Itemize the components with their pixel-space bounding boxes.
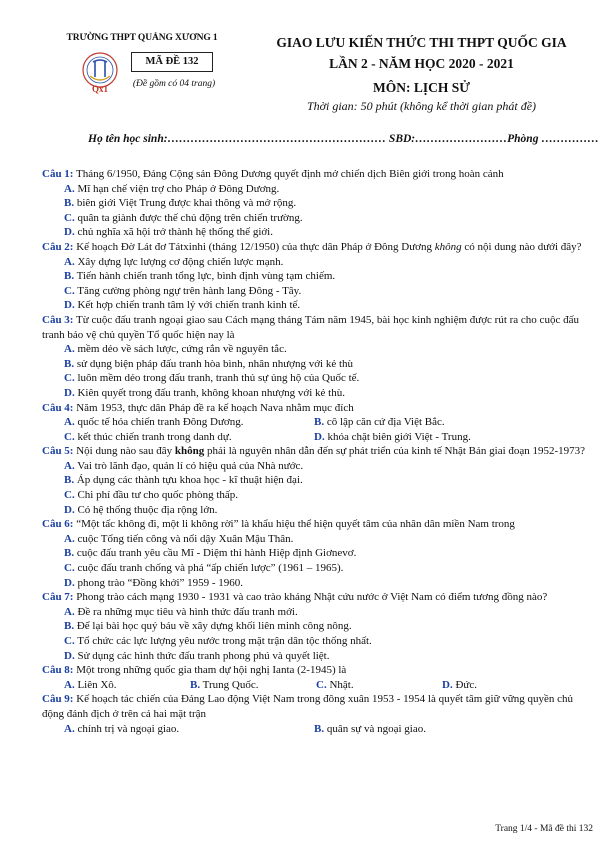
exam-round: LẦN 2 - NĂM HỌC 2020 - 2021 [329, 56, 514, 71]
question-number: Câu 1: [42, 168, 74, 180]
option[interactable]: C. Chi phí đầu tư cho quốc phòng thấp. [64, 489, 239, 502]
option[interactable]: D. Sử dụng các hình thức đấu tranh phong phú và quyết liệt. [64, 649, 330, 662]
option[interactable]: B. Để lại bài học quý báu về xây dựng khối liên minh công nông. [64, 620, 352, 633]
option[interactable]: A. mềm dẻo về sách lược, cứng rắn về nguyên tắc. [64, 343, 287, 356]
option[interactable]: C. kết thúc chiến tranh trong danh dự. [64, 430, 232, 443]
option[interactable]: D. phong trào “Đồng khởi” 1959 - 1960. [64, 576, 244, 589]
question-number: Câu 2: [42, 240, 74, 253]
question-text: Năm 1953, thực dân Pháp đề ra kế hoạch Nava nhằm mục đích [73, 401, 354, 414]
option[interactable]: C. Nhật. [316, 678, 354, 691]
question-text: Một trong những quốc gia tham dự hội nghị Ianta (2-1945) là [73, 664, 347, 677]
option[interactable]: C. luôn mềm dẻo trong đấu tranh, tranh thủ sự ủng hộ của Quốc tế. [64, 372, 360, 385]
question-6 [42, 517, 587, 532]
option[interactable]: C. quân ta giành được thế chủ động trên chiến trường. [64, 211, 303, 224]
option[interactable]: D. Có hệ thống thuộc địa rộng lớn. [64, 503, 218, 516]
school-name: TRƯỜNG THPT QUẢNG XƯƠNG 1 [66, 33, 218, 43]
question-number: Câu 4: [42, 401, 74, 414]
question-1 [42, 167, 587, 182]
option[interactable]: C. cuộc đấu tranh chống và phá “ấp chiến lược” (1961 – 1965). [64, 562, 344, 575]
option[interactable]: A. Liên Xô. [64, 678, 117, 691]
question-number: Câu 9: [42, 693, 74, 706]
option[interactable]: B. cuộc đấu tranh yêu cầu Mĩ - Diệm thi hành Hiệp định Giơnevơ. [64, 547, 357, 560]
question-9 [42, 692, 587, 721]
option[interactable]: B. Áp dụng các thành tựu khoa học - kĩ thuật hiện đại. [64, 474, 303, 487]
question-2: Câu 2: Kế hoạch Đờ Lát đơ Tátxinhi (tháng 12/1950) của thực dân Pháp ở Đông Dương không có nội dung nào dưới đây? [42, 240, 582, 253]
option[interactable]: A. chính trị và ngoại giao. [64, 722, 180, 735]
exam-time: Thời gian: 50 phút (không kể thời gian phát đề) [306, 99, 537, 113]
question-5: Câu 5: Nội dung nào sau đây không phải là nguyên nhân dẫn đến sự phát triển của kinh tế Nhật Bản giai đoạn 1952-1973? [42, 445, 586, 458]
option[interactable]: A. Đề ra những mục tiêu và hình thức đấu tranh mới. [64, 605, 298, 618]
option[interactable]: D. chủ nghĩa xã hội trở thành hệ thống thế giới. [64, 226, 273, 239]
question-text: Tháng 6/1950, Đảng Cộng sản Đông Dương quyết định mở chiến dịch Biên giới trong hoàn cảnh [73, 168, 504, 180]
question-text: Từ cuộc đấu tranh ngoại giao sau Cách mạng tháng Tám năm 1945, bài học kinh nghiệm được rút ra cho cuộc đấu tranh bảo vệ chủ quyền Tổ quốc hiện nay là [42, 313, 579, 341]
question-list [42, 167, 587, 736]
exam-code-box: MÃ ĐỀ 132 [131, 52, 213, 72]
option[interactable]: A. Mĩ hạn chế viện trợ cho Pháp ở Đông Dương. [64, 182, 280, 195]
option[interactable]: C. Tăng cường phòng ngự trên hành lang Đông - Tây. [64, 284, 302, 297]
question-number: Câu 7: [42, 591, 74, 604]
option[interactable]: D. khóa chặt biên giới Việt - Trung. [314, 430, 471, 443]
option[interactable]: B. Tiến hành chiến tranh tổng lực, bình định vùng tạm chiếm. [64, 270, 336, 283]
question-number: Câu 6: [42, 518, 74, 531]
option[interactable]: A. cuộc Tổng tiến công và nổi dậy Xuân Mậu Thân. [64, 532, 294, 545]
question-7 [42, 590, 587, 605]
option[interactable]: B. cô lập căn cứ địa Việt Bắc. [314, 416, 445, 429]
option[interactable]: D. Đức. [442, 678, 477, 691]
question-text: Kế hoạch tác chiến của Đảng Lao động Việt Nam trong đông xuân 1953 - 1954 là quyết tâm giữ vững quyền chủ động đánh địch ở trên cả hai mặt trận [42, 693, 574, 720]
question-number: Câu 3: [42, 313, 74, 326]
option[interactable]: B. quân sự và ngoại giao. [314, 722, 426, 735]
option[interactable]: B. biên giới Việt Trung được khai thông và mở rộng. [64, 197, 297, 210]
page-footer: Trang 1/4 - Mã đề thi 132 [495, 824, 593, 834]
exam-subject: MÔN: LỊCH SỬ [373, 80, 470, 95]
question-text: Phong trào cách mạng 1930 - 1931 và cao trào kháng Nhật cứu nước ở Việt Nam có điểm tương đồng nào? [73, 591, 548, 604]
question-text: “Một tấc không đi, một li không rời” là khẩu hiệu thể hiện quyết tâm của nhân dân miền Nam trong [73, 518, 515, 531]
option[interactable]: B. Trung Quốc. [190, 678, 259, 691]
option[interactable]: A. Vai trò lãnh đạo, quản lí có hiệu quả của Nhà nước. [64, 459, 304, 472]
option[interactable]: A. quốc tế hóa chiến tranh Đông Dương. [64, 416, 244, 429]
question-number: Câu 5: [42, 445, 74, 458]
question-4 [42, 401, 587, 416]
logo-text: Qx1 [91, 84, 109, 94]
question-number: Câu 8: [42, 664, 74, 677]
question-8 [42, 663, 587, 678]
page-count-note: (Đề gồm có 04 trang) [132, 79, 216, 89]
option[interactable]: D. Kiên quyết trong đấu tranh, không khoan nhượng với kẻ thù. [64, 386, 345, 399]
question-3 [42, 313, 587, 342]
school-logo [78, 50, 122, 94]
option[interactable]: A. Xây dựng lực lượng cơ động chiến lược mạnh. [64, 255, 284, 268]
option[interactable]: B. sử dụng biện pháp đấu tranh hòa bình, nhân nhượng với kẻ thù [64, 357, 354, 370]
option[interactable]: D. Kết hợp chiến tranh tâm lý với chiến tranh kinh tế. [64, 299, 301, 312]
student-info-line: Họ tên học sinh:………………………………………………… SBD:……………………Phòng …………… [88, 133, 599, 145]
option[interactable]: C. Tổ chức các lực lượng yêu nước trong mặt trận dân tộc thống nhất. [64, 635, 372, 647]
exam-title: GIAO LƯU KIẾN THỨC THI THPT QUỐC GIA [276, 35, 567, 50]
